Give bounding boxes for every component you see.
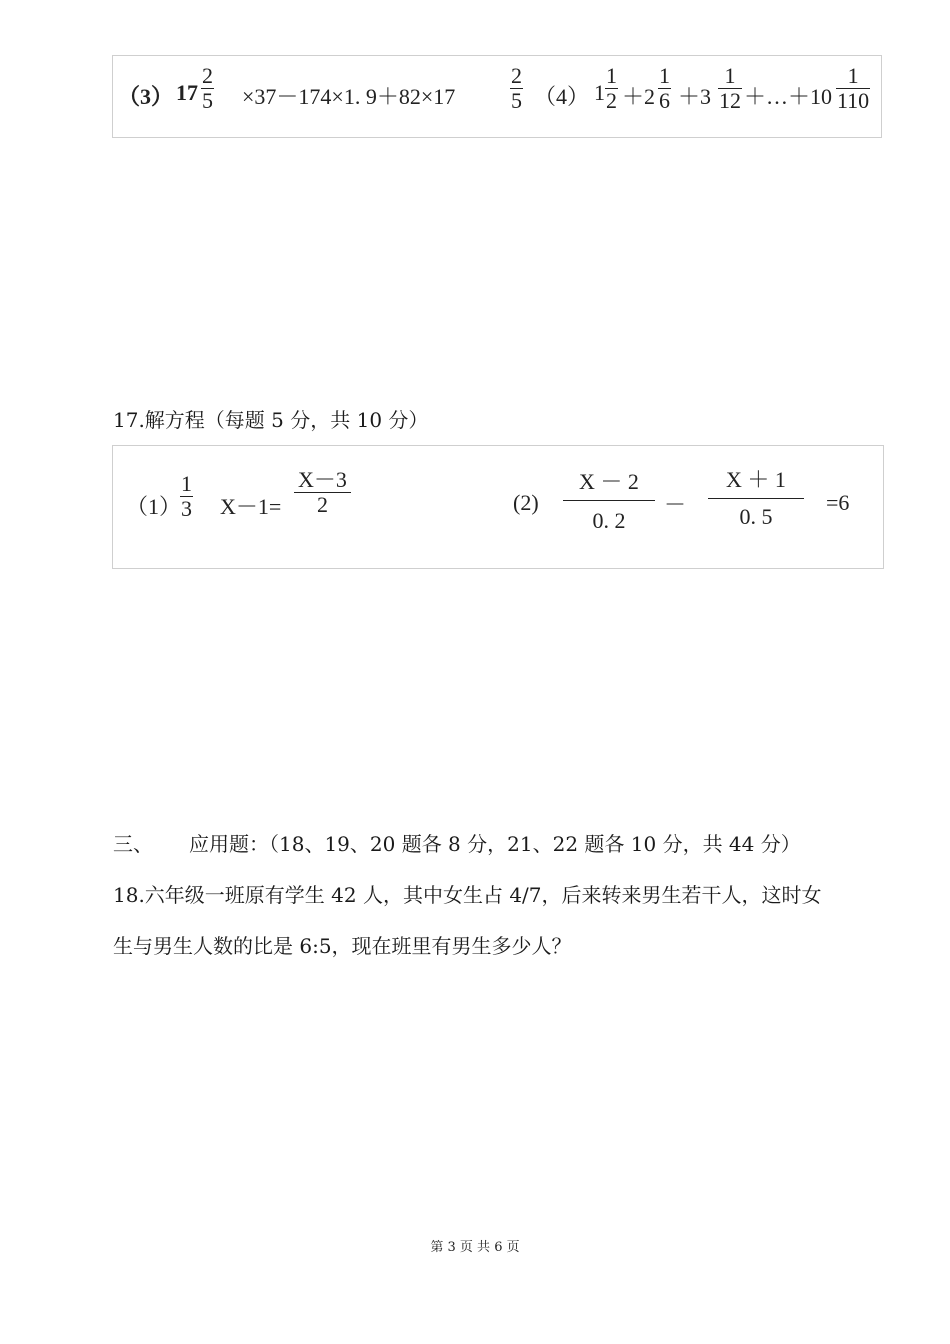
p3-whole1: 17: [176, 80, 198, 105]
eq2-rhs: =6: [826, 490, 850, 515]
p4-term4-num: 1: [847, 63, 859, 88]
eq2-fraction2-num: X ＋ 1: [726, 467, 786, 492]
p4-term3-fraction: [718, 64, 742, 113]
problem18-line2: 生与男生人数的比是 6:5，现在班里有男生多少人？: [113, 934, 572, 958]
problem17-heading: 17.解方程（每题 5 分，共 10 分）: [113, 408, 429, 432]
p4-plus2: ＋3: [678, 84, 712, 109]
eq2-minus: －: [664, 492, 687, 517]
eq1-rhs-fraction: [294, 468, 351, 517]
eq1-middle: X－1=: [220, 494, 282, 519]
p4-label: （4）: [534, 84, 590, 109]
page-footer: 第 3 页 共 6 页: [430, 1240, 520, 1255]
eq1-fraction-num: 1: [181, 471, 192, 496]
eq1-rhs-den: 2: [316, 492, 328, 517]
section3-number: 三、: [113, 832, 153, 856]
p3-fraction2-den: 5: [511, 88, 522, 113]
eq1-fraction-den: 3: [181, 496, 192, 521]
eq2-fraction2-bar: [708, 498, 804, 499]
eq2-fraction1-den: 0. 2: [592, 508, 626, 533]
p4-term1-whole: 1: [594, 80, 605, 105]
p3-fraction2: [510, 64, 523, 113]
eq2-label: (2): [513, 490, 539, 515]
p4-term2-den: 6: [659, 88, 670, 113]
section3-heading: 应用题：（18、19、20 题各 8 分，21、22 题各 10 分，共 44 分）: [189, 832, 801, 856]
problem18-line1: 18.六年级一班原有学生 42 人，其中女生占 4/7，后来转来男生若干人，这时女: [113, 883, 822, 907]
p4-plus1: ＋2: [622, 84, 656, 109]
p3-fraction1-num: 2: [202, 63, 213, 88]
eq1-rhs-num: X－3: [298, 467, 347, 492]
eq2-fraction2-den: 0. 5: [739, 504, 773, 529]
p3-label: （3）: [118, 84, 174, 109]
p4-term1-den: 2: [606, 88, 617, 113]
eq2-fraction1-bar: [563, 500, 655, 501]
eq2-fraction1: [563, 470, 655, 533]
p4-term1-num: 1: [606, 63, 617, 88]
eq2-fraction1-num: X － 2: [579, 469, 639, 494]
p4-term4-den: 110: [837, 88, 870, 113]
p4-term3-num: 1: [724, 63, 736, 88]
eq1-fraction: [180, 472, 193, 521]
p4-term4-fraction: [836, 64, 870, 113]
p4-term1-fraction: [605, 64, 618, 113]
p3-middle: ×37－174×1. 9＋82×17: [242, 84, 456, 109]
p4-term2-num: 1: [659, 63, 670, 88]
p4-term3-den: 12: [719, 88, 741, 113]
eq2-fraction2: [708, 468, 804, 529]
p3-fraction1-den: 5: [202, 88, 213, 113]
p3-fraction2-num: 2: [511, 63, 522, 88]
eq1-label: （1）: [126, 494, 182, 519]
section3-heading-line: [113, 828, 801, 857]
p4-term2-fraction: [658, 64, 671, 113]
p3-fraction1: [201, 64, 214, 113]
p4-ellipsis: ＋…＋10: [744, 84, 833, 109]
